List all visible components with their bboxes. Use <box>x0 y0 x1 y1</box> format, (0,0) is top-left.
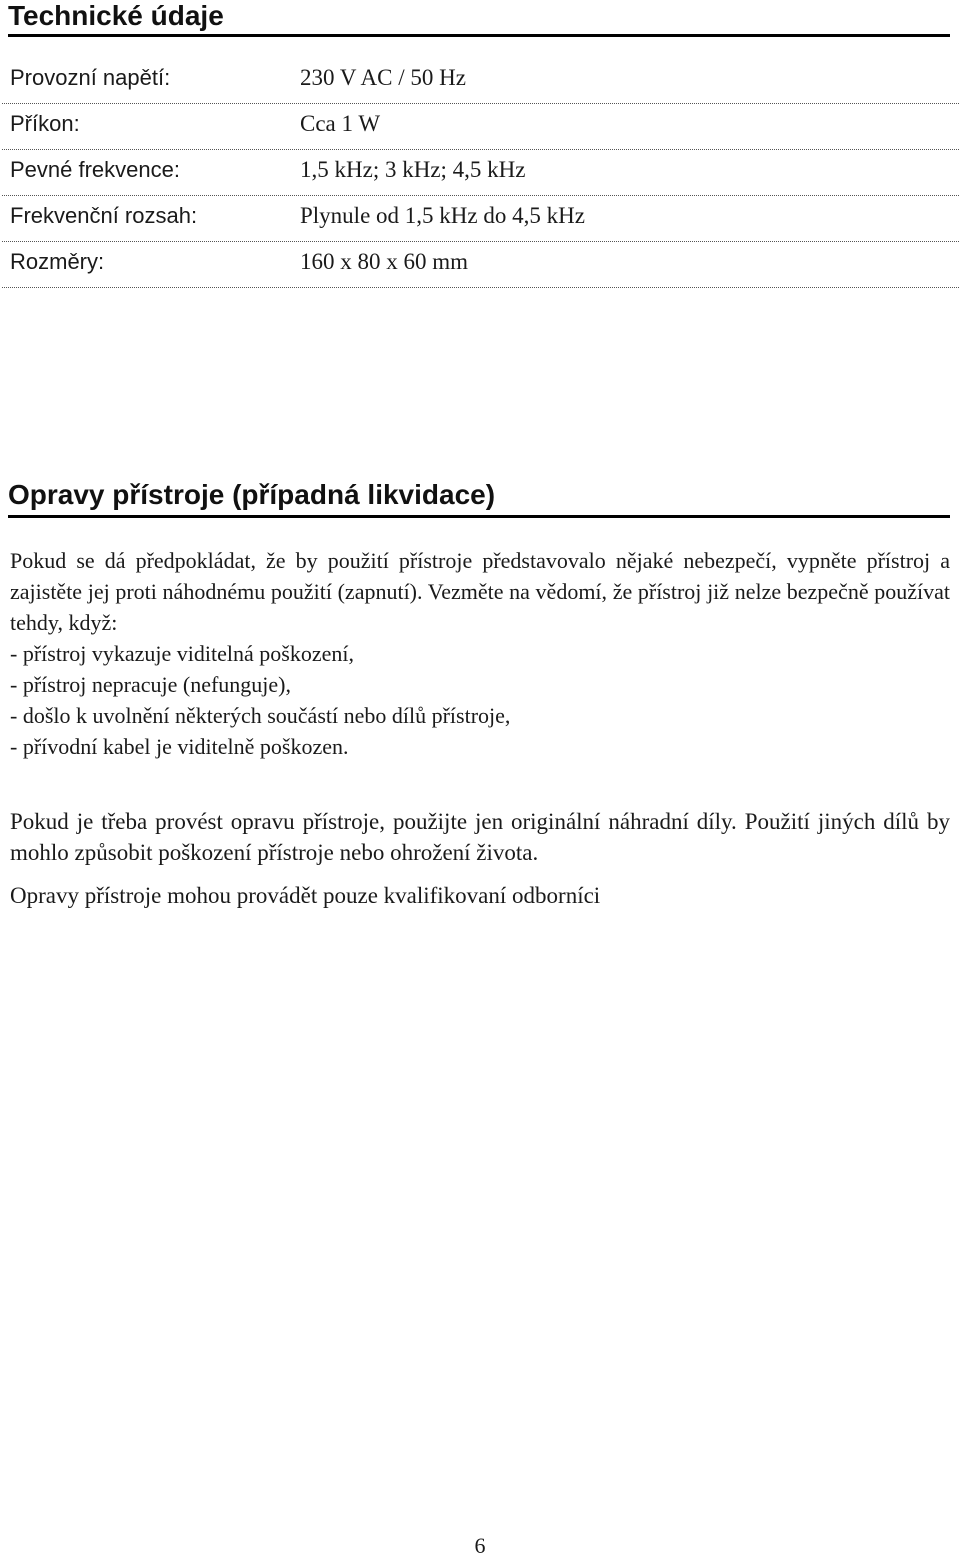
repairs-intro-paragraph: Pokud se dá předpokládat, že by použití přístroje představovalo nějaké nebezpečí, vypněte přístroj a zajistěte jej proti náhodnému použití (zapnutí). Vezměte na vědomí, že přístroj již nelze bezpečně používat tehdy, když: <box>10 548 950 635</box>
spec-value: Plynule od 1,5 kHz do 4,5 kHz <box>300 203 585 228</box>
spec-row-fixed-frequencies <box>2 150 959 196</box>
spec-value: Cca 1 W <box>300 111 381 136</box>
spec-label: Rozměry: <box>10 249 105 274</box>
technical-data-heading: Technické údaje <box>8 0 950 37</box>
spec-label: Pevné frekvence: <box>10 157 180 182</box>
unsafe-conditions-list <box>10 638 510 762</box>
spec-row-dimensions <box>2 242 959 288</box>
spec-value: 1,5 kHz; 3 kHz; 4,5 kHz <box>300 157 526 182</box>
list-item: - přístroj nepracuje (nefunguje), <box>10 669 510 700</box>
list-item: - přístroj vykazuje viditelná poškození, <box>10 638 510 669</box>
qualified-repair-paragraph: Opravy přístroje mohou provádět pouze kvalifikovaní odborníci <box>10 883 601 908</box>
spec-row-power <box>2 104 959 150</box>
spec-table <box>2 58 959 288</box>
spec-value: 230 V AC / 50 Hz <box>300 65 466 90</box>
list-item: - přívodní kabel je viditelně poškozen. <box>10 731 510 762</box>
spec-label: Frekvenční rozsah: <box>10 203 198 228</box>
spec-row-voltage <box>2 58 959 104</box>
spare-parts-paragraph: Pokud je třeba provést opravu přístroje, použijte jen originální náhradní díly. Použití jiných dílů by mohlo způsobit poškození přístroje nebo ohrožení života. <box>10 809 950 865</box>
spec-row-frequency-range <box>2 196 959 242</box>
page-number: 6 <box>474 1533 486 1558</box>
spec-label: Provozní napětí: <box>10 65 171 90</box>
repairs-heading: Opravy přístroje (případná likvidace) <box>8 479 950 518</box>
list-item: - došlo k uvolnění některých součástí nebo dílů přístroje, <box>10 700 510 731</box>
spec-value: 160 x 80 x 60 mm <box>300 249 469 274</box>
spec-label: Příkon: <box>10 111 80 136</box>
